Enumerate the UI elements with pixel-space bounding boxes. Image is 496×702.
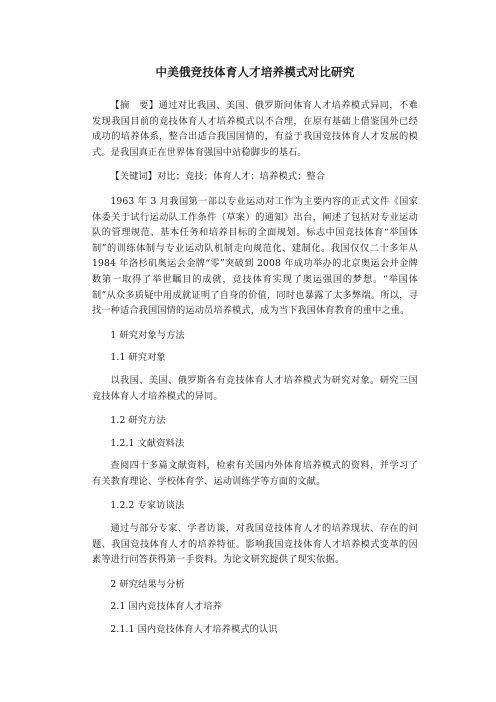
intro-paragraph: 1963 年 3 月我国第一部以专业运动对工作为主要内容的正式文件《国家体委关于试行运动队工作条件（草案）的通知》出台，阐述了包括对专业运动队的管理规范、基本任务和培养目标的全面规划。标志中国竞技体育“举国体制”的训练体制与专业运动队机制走向规范化、建制化。我国仅仅二十多年从 1984 年洛杉矶奥运会金牌“零”突破到 2008 年成功举办的北京奥运会并金牌数第一取得了举世瞩目的成就，竞技体育实现了奥运强国的梦想。“举国体制”从众多质疑中用成就证明了自身的价值，同时也暴露了太多弊端。所以，寻找一种适合我国国情的运动员培养模式，成为当下我国体育教育的重中之重。: [92, 195, 418, 317]
section-heading-1-2-1: 1.2.1 文献资料法: [110, 437, 185, 449]
paragraph-1-2-1: 查阅四十多篇文献资料，检索有关国内外体育培养模式的资料，并学习了有关教育理论、学校体育学、运动训练学等方面的文献。: [92, 460, 418, 487]
section-heading-2-1-1: 2.1.1 国内竞技体育人才培养模式的认识: [110, 624, 278, 636]
paragraph-1-1: 以我国、美国、俄罗斯各有竞技体育人才培养模式为研究对象。研究三国竞技体育人才培养模式的异同。: [92, 374, 418, 402]
section-heading-2-1: 2.1 国内竞技体育人才培养: [110, 601, 222, 613]
section-heading-2: 2 研究结果与分析: [110, 578, 185, 590]
keywords-paragraph: 【关键词】对比；竞技；体育人才；培养模式；整合: [110, 171, 326, 183]
section-heading-1: 1 研究对象与方法: [110, 329, 185, 341]
section-heading-1-2-2: 1.2.2 专家访谈法: [110, 500, 185, 512]
paragraph-1-2-2: 通过与部分专家、学者访谈，对我国竞技体育人才的培养现状、存在的问题、我国竞技体育人才的培养特征。影响我国竞技体育人才培养模式变革的因素等进行问答获得第一手资料。为论文研究提供了现实依据。: [92, 523, 418, 566]
section-heading-1-1: 1.1 研究对象: [110, 352, 166, 364]
document-title: 中美俄竞技体育人才培养模式对比研究: [155, 65, 355, 79]
abstract-paragraph: 【摘 要】通过对比我国、美国、俄罗斯问体育人才培养模式异同，不难发现我国目前的竞技体育人才培养模式以不合理，在原有基础上借鉴国外已经成功的培养体系，整合出适合我国国情的，有益于我国竞技体育人才发展的模式。是我国真正在世界体育强国中站稳脚步的基石。: [92, 100, 418, 158]
section-heading-1-2: 1.2 研究方法: [110, 415, 166, 427]
